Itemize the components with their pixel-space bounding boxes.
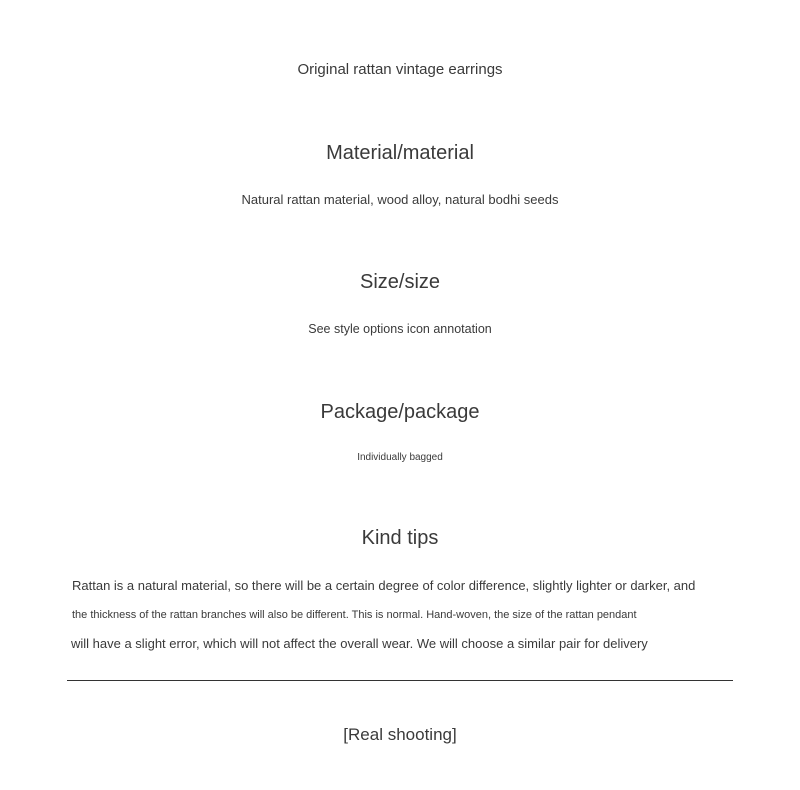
package-heading: Package/package: [320, 401, 480, 423]
package-text: Individually bagged: [357, 452, 443, 463]
product-title: Original rattan vintage earrings: [297, 61, 503, 78]
tips-line-3: will have a slight error, which will not affect the overall wear. We will choose a similar pair for delivery: [71, 636, 648, 651]
tips-line-2: the thickness of the rattan branches will also be different. This is normal. Hand-woven, the size of the rattan pendant: [72, 609, 637, 621]
material-heading: Material/material: [326, 142, 474, 164]
real-shooting-label: [Real shooting]: [343, 725, 457, 744]
size-text: See style options icon annotation: [308, 322, 492, 336]
size-heading: Size/size: [359, 271, 441, 293]
material-text: Natural rattan material, wood alloy, natural bodhi seeds: [241, 192, 559, 207]
tips-heading: Kind tips: [361, 527, 439, 549]
tips-line-1: Rattan is a natural material, so there will be a certain degree of color difference, slightly lighter or darker, and: [72, 578, 696, 593]
section-divider: [67, 680, 733, 681]
